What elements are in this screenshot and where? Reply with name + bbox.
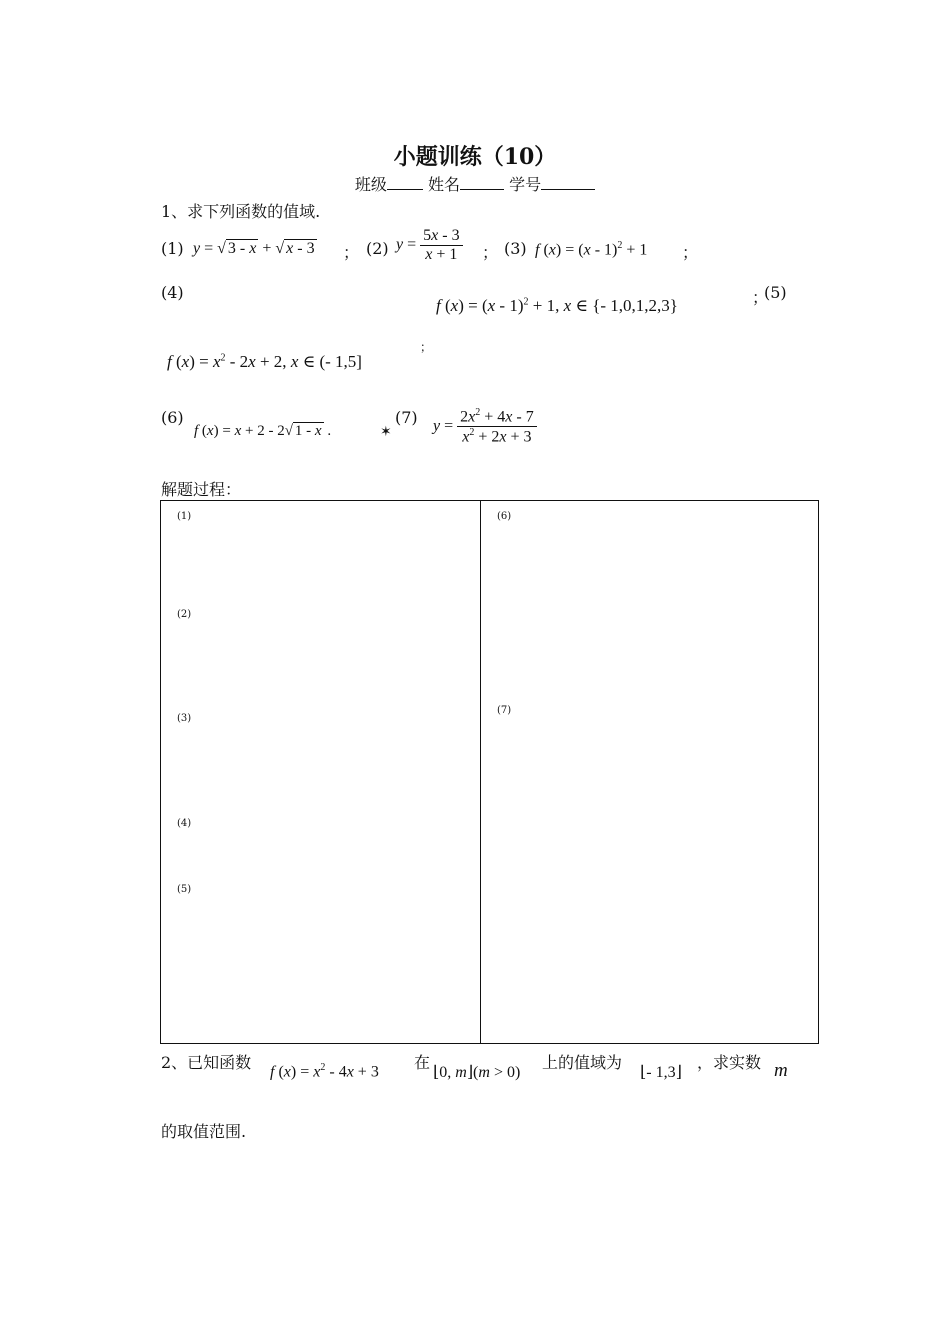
- q1-sep-1: ；: [343, 243, 360, 262]
- q2-prefix: 2、已知函数: [161, 1053, 252, 1072]
- q2-formula: f $(x) = x^2 - 4x + 3$: [270, 1062, 379, 1081]
- q1-sep-2: ；: [482, 243, 499, 262]
- q1-formula-5: f $(x) = x^2 - 2x + 2$, x ∈ (- 1,5]: [167, 352, 362, 371]
- q1-label-1: (1): [161, 239, 184, 258]
- solution-heading: 解题过程：: [161, 480, 242, 499]
- q2-mid1: 在: [414, 1053, 431, 1072]
- q1-sep-4: ；: [752, 288, 769, 307]
- q1-formula-2: y = $\frac{5x - 3}{x + 1}$: [396, 227, 463, 264]
- answer-label-2: (2): [177, 609, 192, 620]
- q2-mid3: ，求实数: [697, 1053, 762, 1072]
- q1-label-4: (4): [161, 283, 184, 302]
- solution-divider: [480, 501, 481, 1043]
- q1-sep-3: ；: [682, 243, 699, 262]
- answer-label-7: (7): [497, 705, 512, 716]
- q2-var: m: [774, 1060, 788, 1081]
- q1-label-7: (7): [395, 408, 418, 427]
- q1-formula-3: f (x) = (x - 1)$^2$ + 1: [535, 240, 648, 259]
- q2-range: ⌊- 1,3⌋: [640, 1064, 682, 1081]
- id-blank: [541, 175, 595, 190]
- q1-formula-1: y = √ 3 - x + √ x - 3: [193, 240, 315, 257]
- q1-label-3: (3): [504, 239, 527, 258]
- q1-formula-4: f (x) = (x - 1)$^2$ + 1, x ∈ {- 1,0,1,2,3}: [436, 296, 678, 315]
- page-title: 小题训练（10）: [393, 144, 557, 170]
- q2-interval: ⌊0, m⌋(m > 0): [433, 1064, 521, 1081]
- class-blank: [387, 175, 423, 190]
- q1-label-5: (5): [764, 283, 787, 302]
- star-mark: ✶: [380, 424, 392, 440]
- answer-label-5: (5): [177, 884, 192, 895]
- q1-formula-7: y = $\frac{2x^2 + 4x - 7}{x^2 + 2x + 3}$: [433, 407, 537, 447]
- answer-label-3: (3): [177, 713, 192, 724]
- q1-prompt: 1、求下列函数的值域.: [161, 202, 321, 221]
- q1-formula-6: f (x) = x + 2 - 2√ 1 - x .: [194, 423, 332, 439]
- q2-mid2: 上的值域为: [542, 1053, 623, 1072]
- id-label: 学号: [509, 175, 542, 194]
- class-label: 班级: [354, 175, 387, 194]
- name-blank: [460, 175, 504, 190]
- answer-label-1: (1): [177, 511, 192, 522]
- q1-sep-5: ；: [420, 340, 433, 354]
- solution-box[interactable]: [160, 500, 819, 1044]
- q1-label-6: (6): [161, 408, 184, 427]
- answer-label-4: (4): [177, 818, 192, 829]
- q1-label-2: (2): [366, 239, 389, 258]
- student-info: [0, 172, 950, 195]
- answer-label-6: (6): [497, 511, 512, 522]
- name-label: 姓名: [427, 175, 460, 194]
- q2-suffix: 的取值范围.: [161, 1122, 247, 1141]
